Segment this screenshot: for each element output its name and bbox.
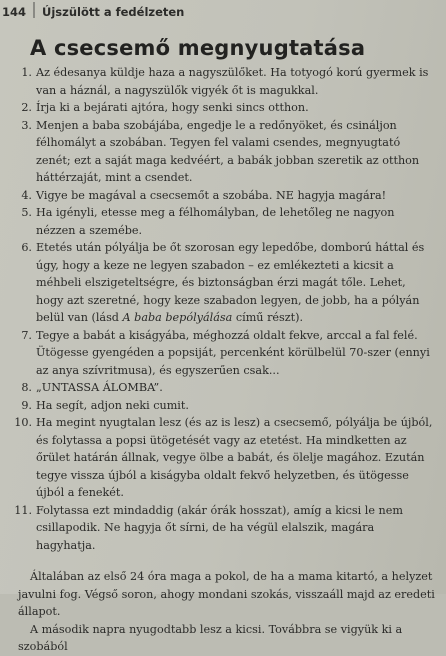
body-paragraph: A második napra nyugodtabb lesz a kicsi. Továbbra se vigyük ki a szobából [18, 622, 403, 653]
section-title: Újszülött a fedélzeten [42, 5, 185, 19]
list-item [0, 99, 446, 117]
body-text [0, 64, 446, 656]
item-text: Írja ki a bejárati ajtóra, hogy senki sincs otthon. [36, 101, 309, 114]
list-item [0, 239, 446, 327]
item-text: Ha megint nyugtalan lesz (és az is lesz) a csecsemő, pólyálja be újból, és folytassa a popsi ütögetését vagy az etetést. Ha mindketten az őrület határán állnak, vegye ölbe a babát, és ölelje magához. Ezután tegye vissza újból a kiságyba oldalt fekvő helyzetben, és ütögesse újból a fenekét. [36, 416, 433, 499]
item-text: Ha segít, adjon neki cumit. [36, 398, 189, 412]
item-number: 11. [14, 503, 32, 517]
list-item [0, 414, 446, 502]
item-number: 5. [21, 206, 32, 219]
paragraph-gap [0, 554, 446, 568]
item-text-tail: című részt). [232, 311, 304, 324]
list-item [0, 117, 446, 187]
item-number: 6. [21, 241, 32, 254]
body-paragraph: Általában az első 24 óra maga a pokol, de ha a mama kitartó, a helyzet javulni fog. Végső soron, ahogy mondani szokás, visszaáll majd az eredeti állapot. [18, 570, 435, 618]
list-item [0, 187, 446, 205]
list-item [0, 204, 446, 239]
item-number: 9. [21, 398, 32, 412]
item-number: 7. [21, 328, 32, 342]
item-text: „UNTASSA ÁLOMBA”. [36, 381, 163, 394]
item-text [36, 239, 436, 327]
item-text: Tegye a babát a kiságyába, méghozzá oldalt fekve, arccal a fal felé. Ütögesse gyengéden a popsiját, percenként körülbelül 70-szer (ennyi az anya szívritmusa), és egyszerűen csak... [36, 328, 430, 377]
list-item [0, 502, 446, 555]
page-header [0, 2, 446, 20]
item-text-italic: A baba bepólyálása [122, 311, 233, 324]
item-text: Ha igényli, etesse meg a félhomályban, de lehetőleg ne nagyon nézzen a szemébe. [36, 206, 395, 237]
item-number: 2. [21, 101, 32, 114]
item-number: 4. [21, 188, 32, 202]
item-text-main: Etetés után pólyálja be őt szorosan egy lepedőbe, domború háttal és úgy, hogy a keze ne legyen szabadon – ez emlékezteti a kicsit a méhbeli elszigeteltségre, és biztonságban érzi magát tőle. Lehet, hogy azt szeretné, hogy keze szabadon legyen, de jobb, ha a pólyán belül van (lásd [36, 241, 425, 324]
item-number: 8. [21, 381, 32, 394]
chapter-heading: A csecsemő megnyugtatása [30, 36, 366, 60]
header-divider [33, 2, 35, 18]
item-number: 10. [14, 416, 32, 429]
list-item [0, 64, 446, 99]
list-item [0, 327, 446, 380]
list-item [0, 397, 446, 415]
list-item [0, 379, 446, 397]
item-number: 3. [21, 118, 32, 132]
item-text: Vigye be magával a csecsemőt a szobába. NE hagyja magára! [36, 188, 387, 202]
item-text: Az édesanya küldje haza a nagyszülőket. Ha totyogó korú gyermek is van a háznál, a nagyszülők vigyék őt is magukkal. [36, 66, 429, 97]
item-text: Menjen a baba szobájába, engedje le a redőnyöket, és csináljon félhomályt a szobában. Tegyen fel valami csendes, megnyugtató zenét; ezt a saját maga kedvéért, a babák jobban szeretik az otthon háttérzaját, mint a csendet. [36, 118, 420, 184]
page-number: 144 [2, 5, 27, 19]
item-text: Folytassa ezt mindaddig (akár órák hosszat), amíg a kicsi le nem csillapodik. Ne hagyja őt sírni, de ha végül elalszik, magára hagyhatja. [36, 503, 403, 552]
item-number: 1. [21, 66, 32, 79]
